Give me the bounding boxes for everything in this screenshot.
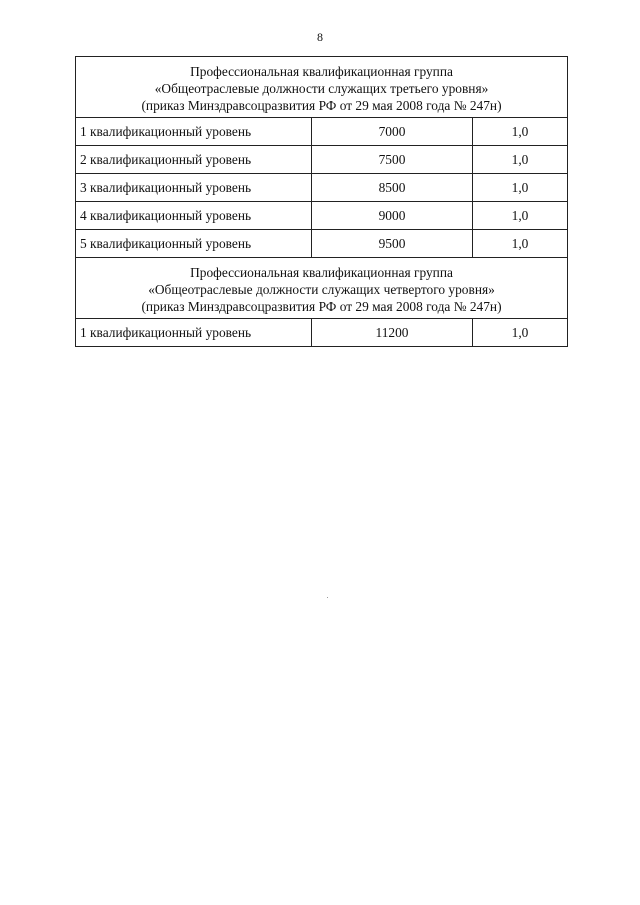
coefficient-cell: 1,0 bbox=[473, 202, 568, 230]
table-row bbox=[76, 174, 568, 202]
table-row bbox=[76, 202, 568, 230]
qualification-level-cell: 1 квалификационный уровень bbox=[76, 319, 312, 347]
page-number: 8 bbox=[317, 30, 323, 44]
group-title-line: (приказ Минздравсоцразвития РФ от 29 мая 2008 года № 247н) bbox=[141, 298, 502, 314]
qualification-level-cell: 5 квалификационный уровень bbox=[76, 230, 312, 258]
salary-cell: 9000 bbox=[312, 202, 473, 230]
group-title-line: «Общеотраслевые должности служащих третьего уровня» bbox=[154, 80, 489, 96]
group-title-cell bbox=[76, 258, 568, 319]
group-title-line: (приказ Минздравсоцразвития РФ от 29 мая 2008 года № 247н) bbox=[141, 97, 502, 113]
salary-cell: 8500 bbox=[312, 174, 473, 202]
salary-cell: 7500 bbox=[312, 146, 473, 174]
coefficient-cell: 1,0 bbox=[473, 118, 568, 146]
qualification-level-cell: 3 квалификационный уровень bbox=[76, 174, 312, 202]
group-header-fourth-level bbox=[76, 258, 568, 319]
scan-speck bbox=[327, 597, 328, 598]
qualification-level-cell: 4 квалификационный уровень bbox=[76, 202, 312, 230]
group-title-line: «Общеотраслевые должности служащих четвертого уровня» bbox=[148, 281, 495, 297]
group-title-line: Профессиональная квалификационная группа bbox=[190, 63, 453, 79]
table-row bbox=[76, 230, 568, 258]
coefficient-cell: 1,0 bbox=[473, 319, 568, 347]
qualification-level-cell: 1 квалификационный уровень bbox=[76, 118, 312, 146]
table-row bbox=[76, 146, 568, 174]
salary-cell: 11200 bbox=[312, 319, 473, 347]
salary-cell: 7000 bbox=[312, 118, 473, 146]
table-row bbox=[76, 118, 568, 146]
coefficient-cell: 1,0 bbox=[473, 230, 568, 258]
coefficient-cell: 1,0 bbox=[473, 146, 568, 174]
group-header-third-level bbox=[76, 57, 568, 118]
qualification-level-cell: 2 квалификационный уровень bbox=[76, 146, 312, 174]
table-row bbox=[76, 319, 568, 347]
salary-cell: 9500 bbox=[312, 230, 473, 258]
salary-table bbox=[75, 56, 568, 347]
group-title-line: Профессиональная квалификационная группа bbox=[190, 264, 453, 280]
coefficient-cell: 1,0 bbox=[473, 174, 568, 202]
group-title-cell bbox=[76, 57, 568, 118]
